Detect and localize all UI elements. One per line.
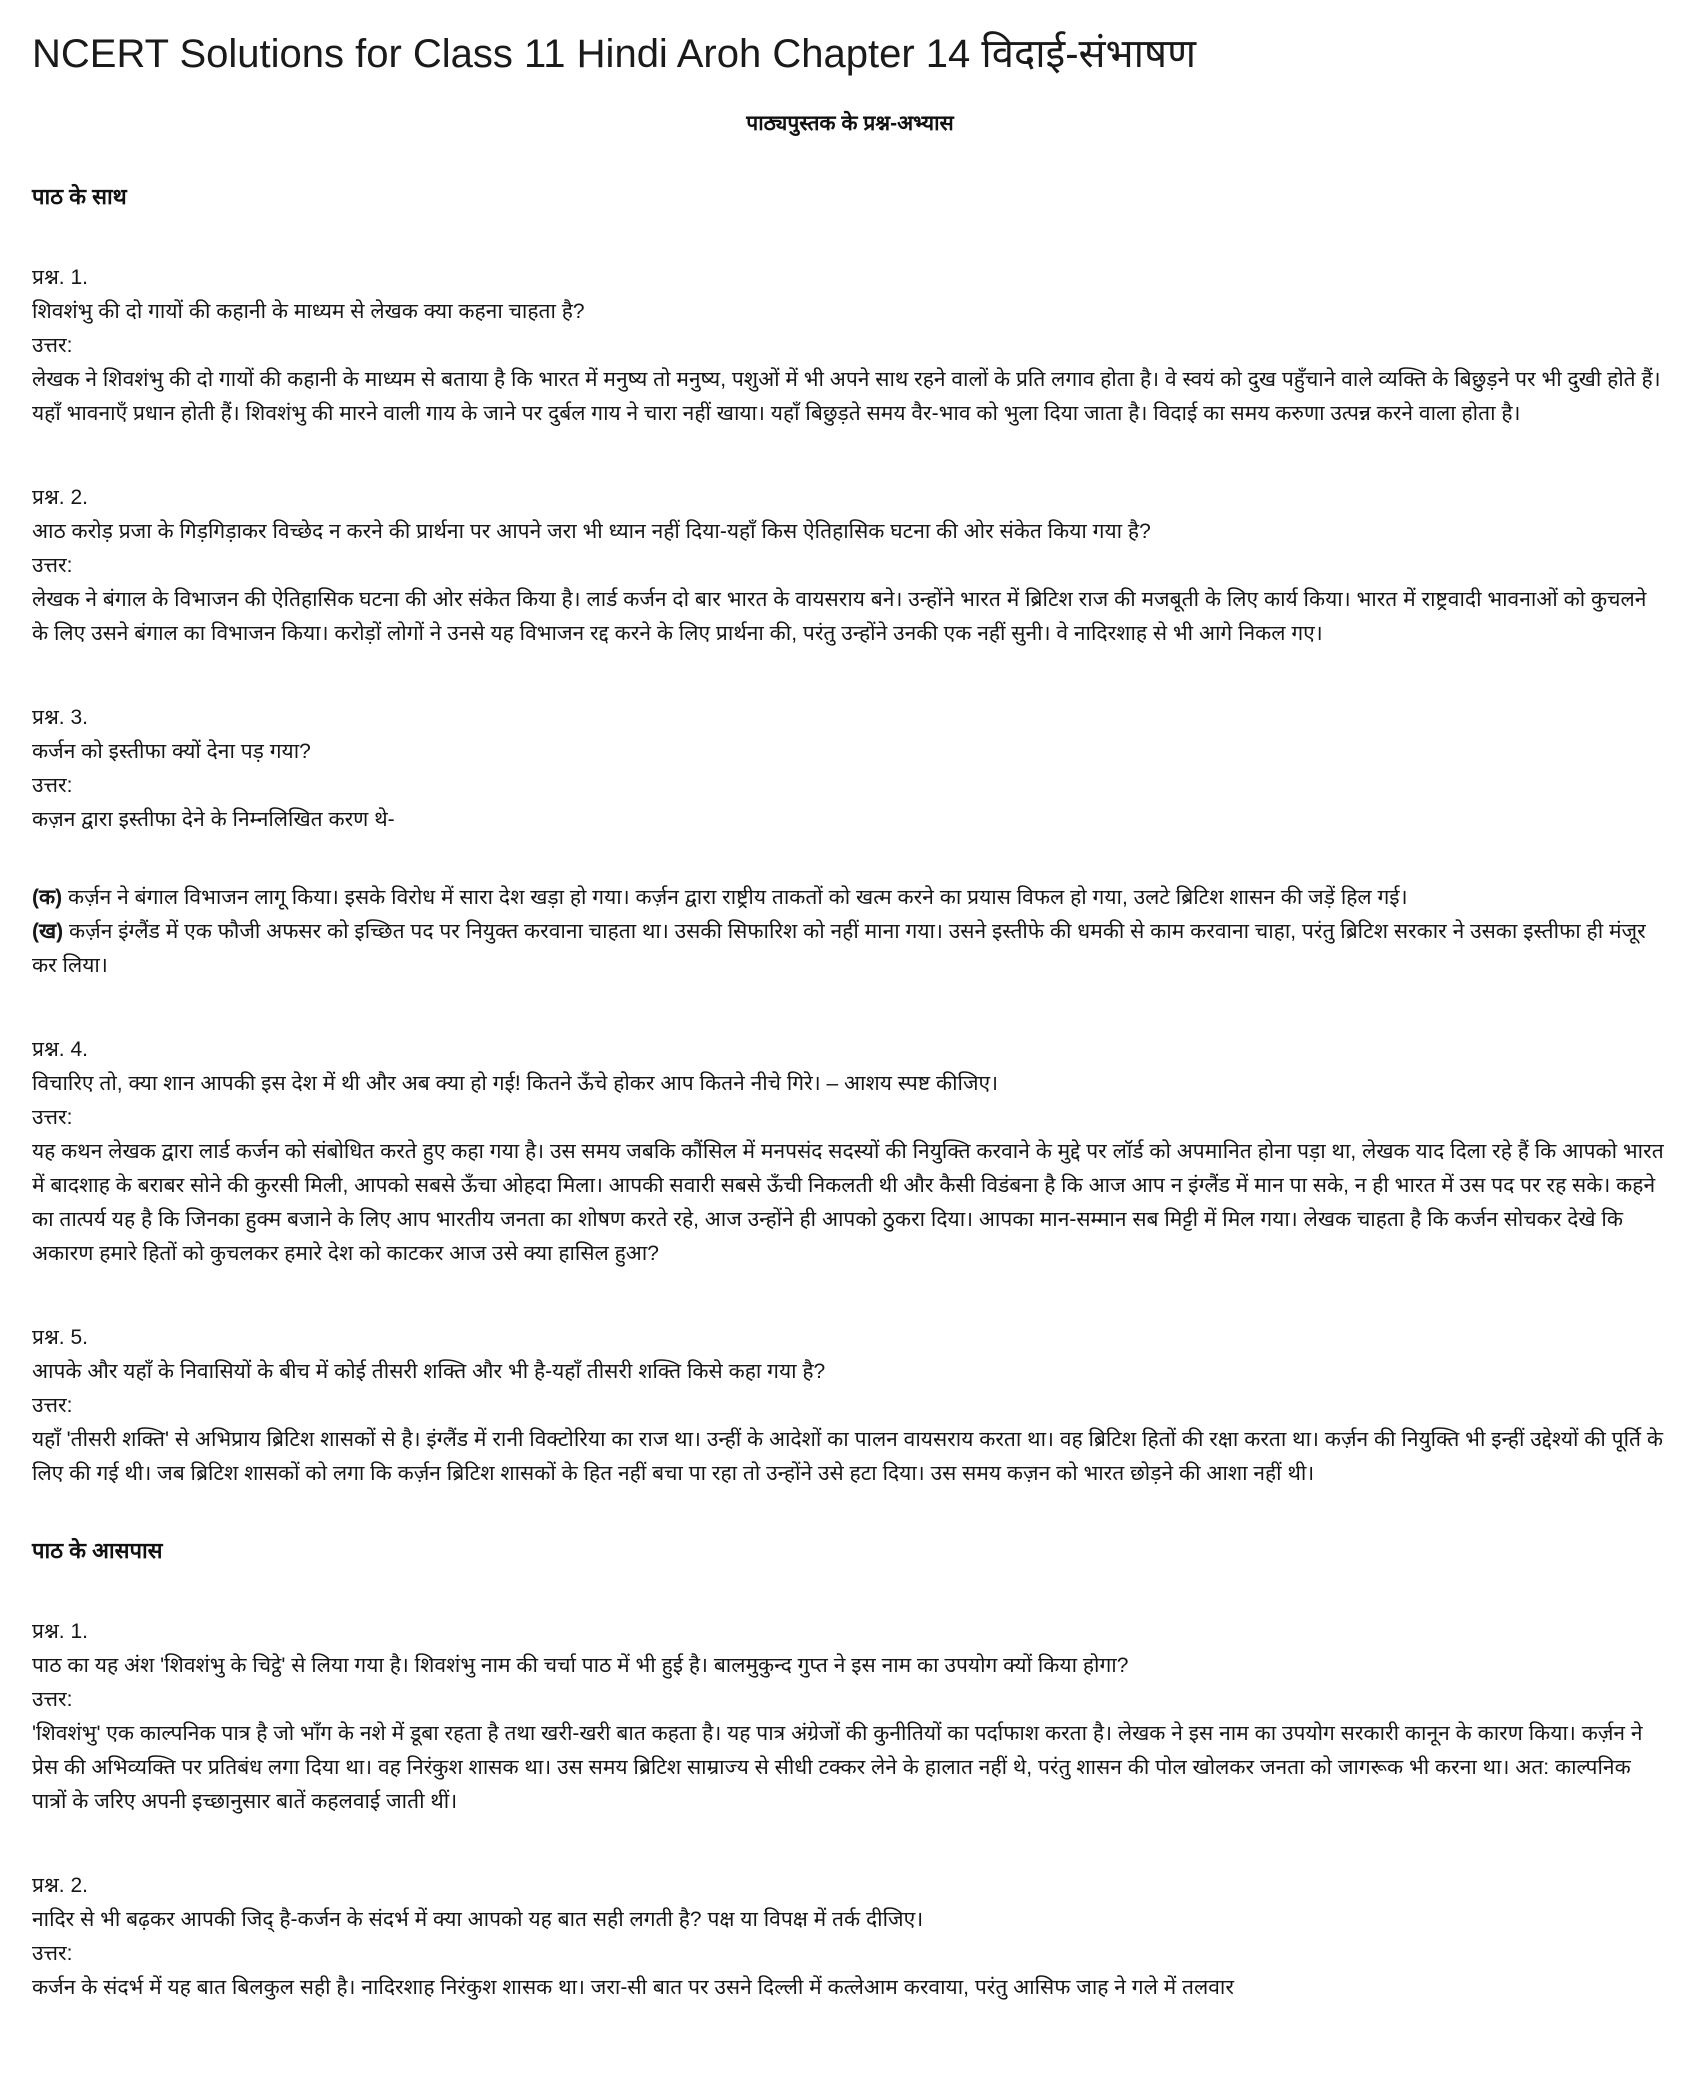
answer-point (32, 881, 1668, 915)
qa-block (32, 481, 1668, 651)
answer-body (32, 1717, 1668, 1819)
answer-label: उत्तर: (32, 334, 73, 357)
answer-paragraph: यहाँ 'तीसरी शक्ति' से अभिप्राय ब्रिटिश शासकों से है। इंग्लैंड में रानी विक्टोरिया का राज था। उन्हीं के आदेशों का पालन वायसराय करता था। वह ब्रिटिश हितों की रक्षा करता था। कर्ज़न की नियुक्ति भी इन्हीं उद्देश्यों की पूर्ति के लिए की गई थी। जब ब्रिटिश शासकों को लगा कि कर्ज़न ब्रिटिश शासकों के हित नहीं बचा पा रहा तो उन्होंने उसे हटा दिया। उस समय कज़न को भारत छोड़ने की आशा नहीं थी। (32, 1428, 1663, 1485)
answer-point (32, 915, 1668, 983)
answer-paragraph: 'शिवशंभु' एक काल्पनिक पात्र है जो भाँग के नशे में डूबा रहता है तथा खरी-खरी बात कहता है। यह पात्र अंग्रेजों की कुनीतियों का पर्दाफाश करता है। लेखक ने इस नाम का उपयोग सरकारी कानून के कारण किया। कर्ज़न ने प्रेस की अभिव्यक्ति पर प्रतिबंध लगा दिया था। वह निरंकुश शासक था। उस समय ब्रिटिश साम्राज्य से सीधी टक्कर लेने के हालात नहीं थे, परंतु शासन की पोल खोलकर जनता को जागरूक भी करना था। अत: काल्पनिक पात्रों के जरिए अपनी इच्छानुसार बातें कहलवाई जाती थीं। (32, 1722, 1643, 1813)
section-heading-path-ke-saath: पाठ के साथ (32, 184, 127, 209)
qa-block (32, 261, 1668, 431)
qa-block (32, 1615, 1668, 1819)
answer-body (32, 583, 1668, 651)
page-subtitle: पाठ्यपुस्तक के प्रश्न-अभ्यास (746, 112, 954, 135)
question-text: आपके और यहाँ के निवासियों के बीच में कोई तीसरी शक्ति और भी है-यहाँ तीसरी शक्ति किसे कहा गया है? (32, 1360, 826, 1383)
question-label: प्रश्न. 1. (32, 1620, 88, 1643)
page-title: NCERT Solutions for Class 11 Hindi Aroh Chapter 14 विदाई-संभाषण (32, 32, 1197, 76)
question-text: नादिर से भी बढ़कर आपकी जिद् है-कर्जन के संदर्भ में क्या आपको यह बात सही लगती है? पक्ष या विपक्ष में तर्क दीजिए। (32, 1908, 924, 1931)
answer-label: उत्तर: (32, 774, 73, 797)
answer-body (32, 803, 1668, 983)
question-text: आठ करोड़ प्रजा के गिड़गिड़ाकर विच्छेद न करने की प्रार्थना पर आपने जरा भी ध्यान नहीं दिया-यहाँ किस ऐतिहासिक घटना की ओर संकेत किया गया है? (32, 520, 1151, 543)
section-heading-path-ke-aaspaas: पाठ के आसपास (32, 1538, 163, 1563)
answer-body (32, 363, 1668, 431)
answer-paragraph: लेखक ने बंगाल के विभाजन की ऐतिहासिक घटना की ओर संकेत किया है। लार्ड कर्जन दो बार भारत के वायसराय बने। उन्होंने भारत में ब्रिटिश राज की मजबूती के लिए कार्य किया। भारत में राष्ट्रवादी भावनाओं को कुचलने के लिए उसने बंगाल का विभाजन किया। करोड़ों लोगों ने उनसे यह विभाजन रद्द करने के लिए प्रार्थना की, परंतु उन्होंने उनकी एक नहीं सुनी। वे नादिरशाह से भी आगे निकल गए। (32, 588, 1647, 645)
answer-body (32, 1135, 1668, 1271)
point-text: कर्ज़न ने बंगाल विभाजन लागू किया। इसके विरोध में सारा देश खड़ा हो गया। कर्ज़न द्वारा राष्ट्रीय ताकतों को खत्म करने का प्रयास विफल हो गया, उलटे ब्रिटिश शासन की जड़ें हिल गई। (62, 886, 1408, 909)
answer-paragraph: कर्जन के संदर्भ में यह बात बिलकुल सही है। नादिरशाह निरंकुश शासक था। जरा-सी बात पर उसने दिल्ली में कत्लेआम करवाया, परंतु आसिफ जाह ने गले में तलवार (32, 1976, 1234, 1999)
question-text: पाठ का यह अंश 'शिवशंभु के चिट्ठे' से लिया गया है। शिवशंभु नाम की चर्चा पाठ में भी हुई है। बालमुकुन्द गुप्त ने इस नाम का उपयोग क्यों किया होगा? (32, 1654, 1129, 1677)
qa-block (32, 1033, 1668, 1271)
question-label: प्रश्न. 2. (32, 1874, 88, 1897)
answer-label: उत्तर: (32, 1394, 73, 1417)
answer-label: उत्तर: (32, 554, 73, 577)
answer-body (32, 1971, 1668, 2005)
qa-block (32, 1869, 1668, 2005)
question-text: शिवशंभु की दो गायों की कहानी के माध्यम से लेखक क्या कहना चाहता है? (32, 300, 585, 323)
qa-block (32, 1321, 1668, 1491)
answer-paragraph: लेखक ने शिवशंभु की दो गायों की कहानी के माध्यम से बताया है कि भारत में मनुष्य तो मनुष्य, पशुओं में भी अपने साथ रहने वालों के प्रति लगाव होता है। वे स्वयं को दुख पहुँचाने वाले व्यक्ति के बिछुड़ने पर भी दुखी होते हैं। यहाँ भावनाएँ प्रधान होती हैं। शिवशंभु की मारने वाली गाय के जाने पर दुर्बल गाय ने चारा नहीं खाया। यहाँ बिछुड़ते समय वैर-भाव को भुला दिया जाता है। विदाई का समय करुणा उत्पन्न करने वाला होता है। (32, 368, 1661, 425)
question-label: प्रश्न. 5. (32, 1326, 88, 1349)
answer-points (32, 881, 1668, 983)
answer-label: उत्तर: (32, 1688, 73, 1711)
qa-block (32, 701, 1668, 983)
question-text: विचारिए तो, क्या शान आपकी इस देश में थी और अब क्या हो गई! कितने ऊँचे होकर आप कितने नीचे गिरे। – आशय स्पष्ट कीजिए। (32, 1072, 999, 1095)
question-label: प्रश्न. 3. (32, 706, 88, 729)
answer-paragraph: यह कथन लेखक द्वारा लार्ड कर्जन को संबोधित करते हुए कहा गया है। उस समय जबकि कौंसिल में मनपसंद सदस्यों की नियुक्ति करवाने के मुद्दे पर लॉर्ड को अपमानित होना पड़ा था, लेखक याद दिला रहे हैं कि आपको भारत में बादशाह के बराबर सोने की कुरसी मिली, आपको सबसे ऊँचा ओहदा मिला। आपकी सवारी सबसे ऊँची निकलती थी और कैसी विडंबना है कि आज आप न इंग्लैंड में मान पा सके, न ही भारत में उस पद पर रह सके। कहने का तात्पर्य यह है कि जिनका हुक्म बजाने के लिए आप भारतीय जनता का शोषण करते रहे, आज उन्होंने ही आपको ठुकरा दिया। आपका मान-सम्मान सब मिट्टी में मिल गया। लेखक चाहता है कि कर्जन सोचकर देखे कि अकारण हमारे हितों को कुचलकर हमारे देश को काटकर आज उसे क्या हासिल हुआ? (32, 1140, 1664, 1265)
answer-label: उत्तर: (32, 1106, 73, 1129)
answer-label: उत्तर: (32, 1942, 73, 1965)
question-label: प्रश्न. 4. (32, 1038, 88, 1061)
question-label: प्रश्न. 1. (32, 266, 88, 289)
answer-body (32, 1423, 1668, 1491)
question-label: प्रश्न. 2. (32, 486, 88, 509)
point-prefix: (ख) (32, 920, 64, 943)
point-prefix: (क) (32, 886, 63, 909)
question-text: कर्जन को इस्तीफा क्यों देना पड़ गया? (32, 740, 311, 763)
point-text: कर्ज़न इंग्लैंड में एक फौजी अफसर को इच्छित पद पर नियुक्त करवाना चाहता था। उसकी सिफारिश को नहीं माना गया। उसने इस्तीफे की धमकी से काम करवाना चाहा, परंतु ब्रिटिश सरकार ने उसका इस्तीफा ही मंजूर कर लिया। (32, 920, 1646, 977)
answer-intro: कज़न द्वारा इस्तीफा देने के निम्नलिखित करण थे- (32, 808, 395, 831)
